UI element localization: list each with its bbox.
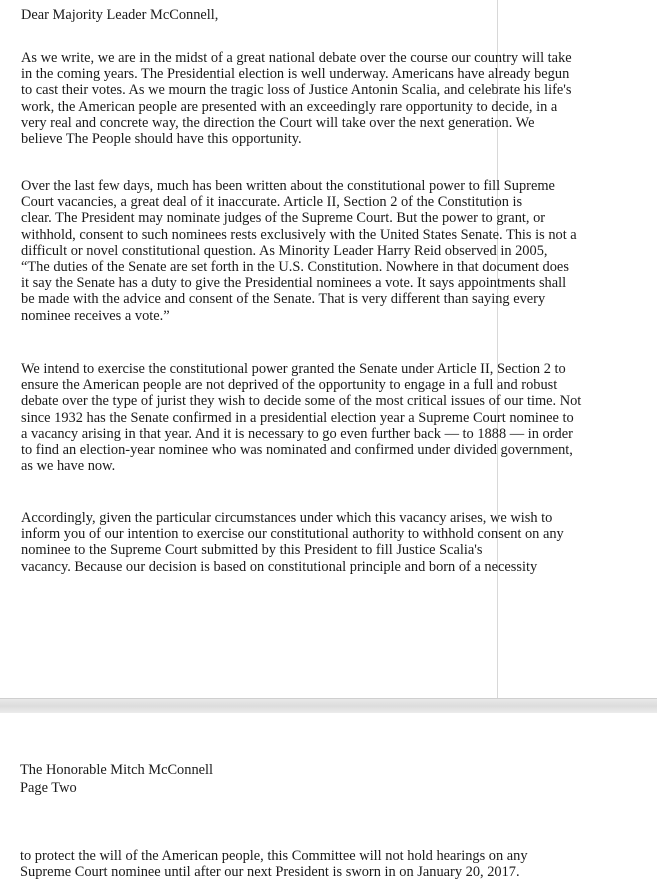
salutation: Dear Majority Leader McConnell, (21, 7, 219, 23)
page-label: Page Two (20, 780, 77, 796)
paragraph-election-debate: As we write, we are in the midst of a great national debate over the course our country will take in the coming years. The Presidential election is well underway. Americans have already begun to cast their votes. As we mourn the tragic loss of Justice Antonin Scalia, and celebrate his life's work, the American people are presented with an exceedingly rare opportunity to decide, in a very real and concrete way, the direction the Court will take over the next generation. We believe The People should have this opportunity. (21, 50, 572, 148)
paragraph-senate-intent: We intend to exercise the constitutional power granted the Senate under Article II, Section 2 to ensure the American people are not deprived of the opportunity to engage in a full and robust debate over the type of jurist they wish to decide some of the most critical issues of our time. Not since 1932 has the Senate confirmed in a presidential election year a Supreme Court nominee to a vacancy arising in that year. And it is necessary to go even further back — to 1888 — in order to find an election-year nominee who was nominated and confirmed under divided government, as we have now. (21, 361, 582, 475)
letter-page-two (0, 713, 657, 896)
paragraph-continuation: to protect the will of the American people, this Committee will not hold hearings on any Supreme Court nominee until after our next President is sworn in on January 20, 2017. (20, 848, 528, 881)
paragraph-withhold-consent: Accordingly, given the particular circumstances under which this vacancy arises, we wish to inform you of our intention to exercise our constitutional authority to withhold consent on any nominee to the Supreme Court submitted by this President to fill Justice Scalia's vacancy. Because our decision is based on constitutional principle and born of a necessity (21, 510, 564, 575)
addressee-name: The Honorable Mitch McConnell (20, 762, 214, 778)
paragraph-constitutional-power: Over the last few days, much has been written about the constitutional power to fill Supreme Court vacancies, a great deal of it inaccurate. Article II, Section 2 of the Constitution is clear. The President may nominate judges of the Supreme Court. But the power to grant, or withhold, consent to such nominees rests exclusively with the United States Senate. This is not a difficult or novel constitutional question. As Minority Leader Harry Reid observed in 2005, “The duties of the Senate are set forth in the U.S. Constitution. Nowhere in that document does it say the Senate has a duty to give the Presidential nominees a vote. It says appointments shall be made with the advice and consent of the Senate. That is very different than saying every nominee receives a vote.” (21, 178, 577, 324)
page-break (0, 698, 657, 714)
